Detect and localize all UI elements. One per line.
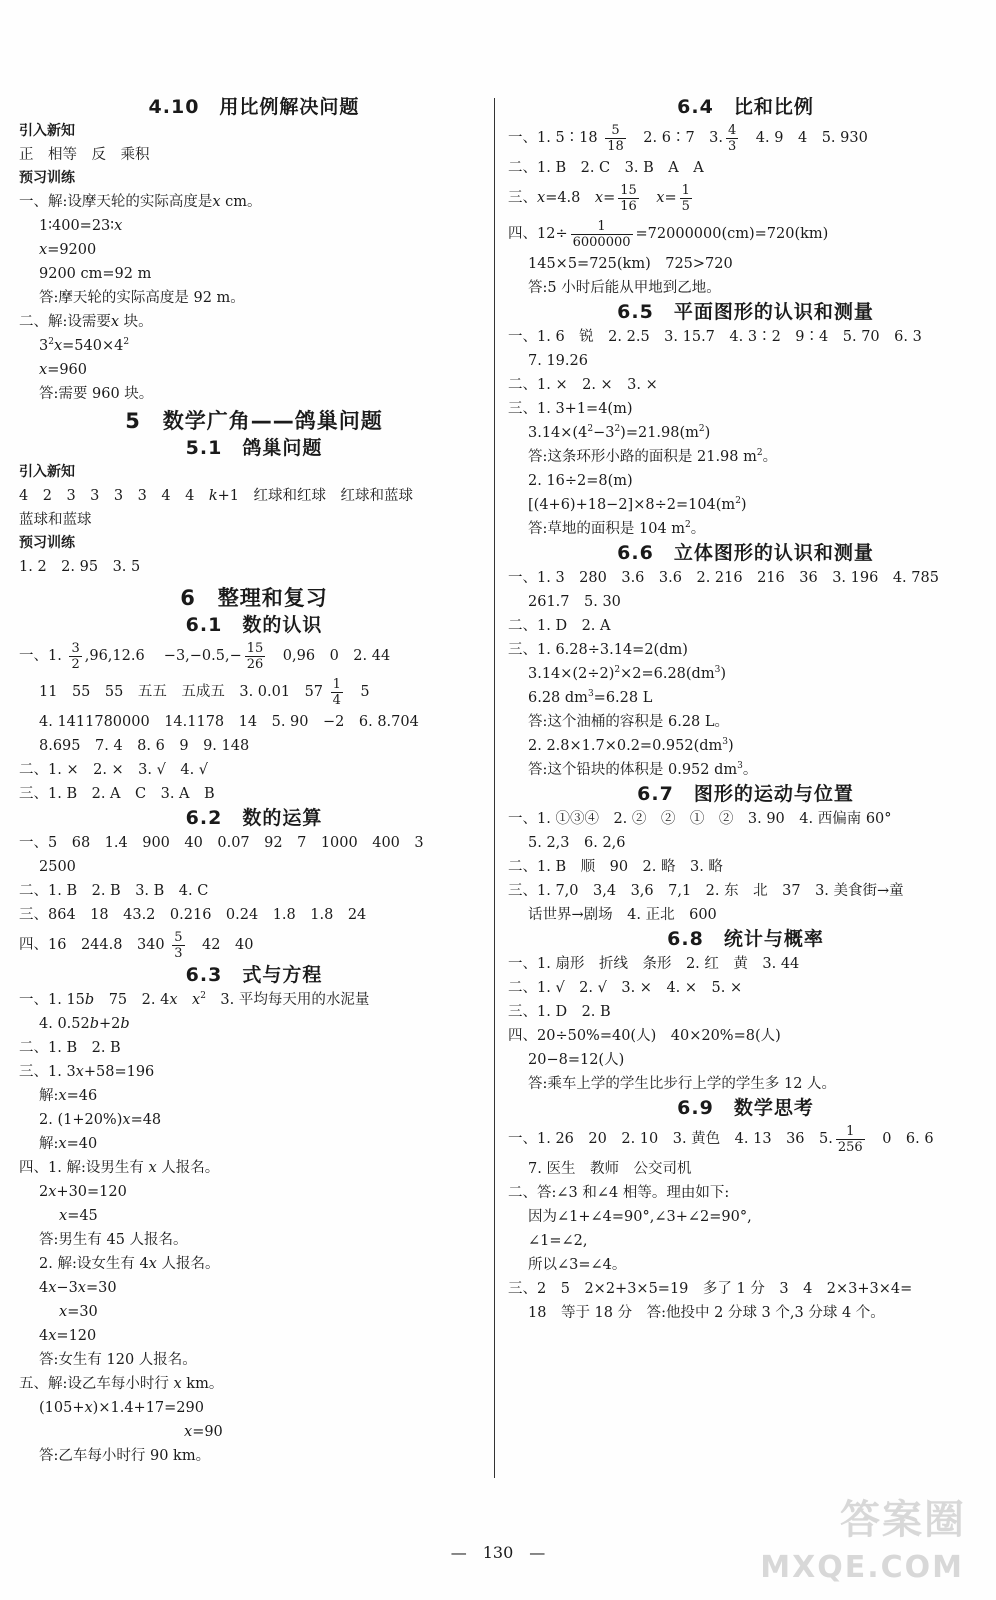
answer-line: 4. 1411780000 14.1178 14 5. 90 −2 6. 8.704 — [39, 714, 419, 730]
subheading-yuxi: 预习训练 — [19, 170, 75, 186]
answer-line: $[(4+6)+18-2]\times 8\div 2=104(m^2)$ — [528, 496, 747, 513]
answer-line: 蓝球和蓝球 — [19, 512, 92, 528]
answer-line: ∠1=∠2, — [528, 1233, 588, 1249]
answer-line: 解:x=46 — [39, 1088, 98, 1104]
answer-line: x=960 — [39, 362, 88, 378]
answer-line: 因为∠1+∠4=90°,∠3+∠2=90°, — [528, 1209, 752, 1225]
answer-line: 2. 解:设女生有 4x 人报名。 — [39, 1256, 220, 1272]
answer-line: 一、1. 15b 75 2. 4x $x^2$ 3. 平均每天用的水泥量 — [19, 991, 370, 1008]
fraction: $\frac{1}{256}$ — [837, 1123, 863, 1155]
answer-line: 话世界→剧场 4. 正北 600 — [528, 907, 717, 923]
answer-line: 三、1. 3x+58=196 — [19, 1064, 155, 1080]
chapter-title-6: 6 整理和复习 — [180, 586, 328, 610]
answer-line: 答:男生有 45 人报名。 — [39, 1232, 188, 1248]
answer-line: 四、12÷ $\frac{1}{6000000}$ =72000000(cm)=720(km) — [508, 218, 829, 250]
answer-line: 2500 — [39, 859, 76, 875]
answer-line: 三、1. D 2. B — [508, 1004, 611, 1020]
left-column — [19, 95, 489, 1468]
fraction: $\frac{3}{2}$ — [71, 640, 80, 672]
answer-line: 11 55 55 五五 五成五 3. 0.01 57 $\frac{1}{4}$ 5 — [39, 676, 370, 708]
answer-line: x=30 — [59, 1304, 98, 1320]
answer-line: 8.695 7. 4 8. 6 9 9. 148 — [39, 738, 250, 754]
answer-line: 一、1. 扇形 折线 条形 2. 红 黄 3. 44 — [508, 956, 800, 972]
answer-line: 答:乘车上学的学生比步行上学的学生多 12 人。 — [528, 1076, 837, 1092]
answer-line: 5. 2,3 6. 2,6 — [528, 835, 626, 851]
answer-line: (105+x)×1.4+17=290 — [39, 1400, 204, 1416]
answer-line: 1. 2 2. 95 3. 5 — [19, 559, 141, 575]
answer-line: 四、16 244.8 340 $\frac{5}{3}$ 42 40 — [19, 929, 254, 961]
answer-line: 答:这个油桶的容积是 6.28 L。 — [528, 714, 730, 730]
answer-line: 二、1. D 2. A — [508, 618, 611, 634]
section-title-6-8: 6.8 统计与概率 — [667, 928, 824, 950]
answer-line: x=45 — [59, 1208, 98, 1224]
answer-line: 一、1. 26 20 2. 10 3. 黄色 4. 13 36 5. $\frac{1}{256}$ 0 6. 6 — [508, 1123, 934, 1155]
answer-line: 答:摩天轮的实际高度是 92 m。 — [39, 290, 245, 306]
section-title-6-1: 6.1 数的认识 — [185, 614, 323, 636]
answer-line: 一、解:设摩天轮的实际高度是x cm。 — [19, 194, 262, 210]
fraction: $\frac{15}{16}$ — [620, 182, 637, 214]
section-title-6-3: 6.3 式与方程 — [185, 964, 323, 986]
answer-line: 所以∠3=∠4。 — [528, 1257, 627, 1273]
fraction: $\frac{1}{6000000}$ — [572, 218, 631, 250]
fraction: $\frac{1}{4}$ — [332, 676, 341, 708]
section-title-4-10: 4.10 用比例解决问题 — [148, 96, 360, 118]
answer-line: 一、1. ①③④ 2. ② ② ① ② 3. 90 4. 西偏南 60° — [508, 811, 892, 827]
answer-line: 四、20÷50%=40(人) 40×20%=8(人) — [508, 1028, 781, 1044]
answer-line: 4x−3x=30 — [39, 1280, 117, 1296]
section-title-6-9: 6.9 数学思考 — [677, 1097, 814, 1119]
fraction: $\frac{5}{18}$ — [607, 122, 624, 154]
answer-line: 二、1. × 2. × 3. × — [508, 377, 658, 393]
chapter-title-5: 5 数学广角——鸽巢问题 — [125, 409, 383, 433]
answer-line: 一、1. 5∶18 $\frac{5}{18}$ 2. 6∶7 3. $\frac{4}{3}$ 4. 9 4 5. 930 — [508, 122, 868, 154]
answer-line: 2. 16÷2=8(m) — [528, 473, 633, 489]
right-column — [508, 95, 983, 1325]
page-footer: — 130 — — [450, 1543, 546, 1562]
answer-line: 答:这个铅块的体积是 0.952 $dm^3$。 — [528, 761, 758, 778]
answer-line: 四、1. 解:设男生有 x 人报名。 — [19, 1160, 220, 1176]
answer-line: 一、5 68 1.4 900 40 0.07 92 7 1000 400 3 — [19, 835, 424, 851]
answer-line: 二、1. B 2. B — [19, 1040, 121, 1056]
answer-line: 2x+30=120 — [39, 1184, 127, 1200]
answer-line: 三、1. 3+1=4(m) — [508, 401, 633, 417]
answer-line: 答:需要 960 块。 — [39, 386, 154, 402]
answer-line: x=9200 — [39, 242, 97, 258]
answer-line: 7. 19.26 — [528, 353, 588, 369]
answer-line: 答:乙车每小时行 90 km。 — [39, 1448, 211, 1464]
section-title-6-7: 6.7 图形的运动与位置 — [637, 783, 854, 805]
answer-line: 4. 0.52b+2b — [39, 1016, 130, 1032]
answer-line: $3.14\times(2\div 2)^2\times 2=6.28(dm^3)$ — [528, 665, 726, 682]
answer-line: 二、1. √ 2. √ 3. × 4. × 5. × — [508, 980, 743, 996]
answer-line: 三、864 18 43.2 0.216 0.24 1.8 1.8 24 — [19, 907, 367, 923]
fraction: $\frac{1}{5}$ — [681, 182, 690, 214]
section-title-6-4: 6.4 比和比例 — [677, 96, 814, 118]
fraction: $\frac{5}{3}$ — [174, 929, 183, 961]
answer-line: 261.7 5. 30 — [528, 594, 621, 610]
answer-line: 4 2 3 3 3 3 4 4 k+1 红球和红球 红球和蓝球 — [19, 488, 413, 504]
answer-line: 正 相等 反 乘积 — [19, 147, 150, 163]
fraction: $\frac{4}{3}$ — [728, 122, 737, 154]
section-title-6-5: 6.5 平面图形的认识和测量 — [617, 301, 874, 323]
answer-line: 一、1. 3 280 3.6 3.6 2. 216 216 36 3. 196 4. 785 — [508, 570, 939, 586]
watermark-logo: 答案圈 — [840, 1497, 966, 1543]
answer-line: 4x=120 — [39, 1328, 97, 1344]
answer-line: 三、1. 7,0 3,4 3,6 7,1 2. 东 北 37 3. 美食街→童 — [508, 883, 904, 899]
answer-line: 二、1. B 顺 90 2. 略 3. 略 — [508, 859, 723, 875]
answer-line: 2. (1+20%)x=48 — [39, 1112, 162, 1128]
answer-line: 二、1. B 2. B 3. B 4. C — [19, 883, 209, 899]
answer-line: 二、答:∠3 和∠4 相等。理由如下: — [508, 1185, 730, 1201]
answer-line: x=90 — [184, 1424, 223, 1440]
answer-line: 9200 cm=92 m — [39, 266, 152, 282]
section-title-6-2: 6.2 数的运算 — [185, 807, 323, 829]
answer-line: 答:5 小时后能从甲地到乙地。 — [528, 280, 721, 296]
answer-line: 五、解:设乙车每小时行 x km。 — [19, 1376, 224, 1392]
subheading-yinru: 引入新知 — [19, 464, 75, 480]
answer-line: 一、1. $\frac{3}{2}$ ,96,12.6 −3,−0.5,− $\frac{15}{26}$ 0,96 0 2. 44 — [19, 640, 391, 672]
answer-line: 二、1. B 2. C 3. B A A — [508, 160, 704, 176]
subheading-yinru: 引入新知 — [19, 123, 75, 139]
answer-line: 2. $2.8\times 1.7\times 0.2=0.952(dm^3)$ — [528, 737, 734, 754]
answer-line: 三、1. 6.28÷3.14=2(dm) — [508, 642, 688, 658]
answer-line: 一、1. 6 锐 2. 2.5 3. 15.7 4. 3∶2 9∶4 5. 70 6. 3 — [508, 329, 922, 345]
answer-line: 三、x=4.8 x= $\frac{15}{16}$ x= $\frac{1}{5}$ — [508, 182, 690, 214]
section-title-6-6: 6.6 立体图形的认识和测量 — [617, 542, 874, 564]
watermark-url: MXQE.COM — [760, 1550, 964, 1585]
answer-line: 7. 医生 教师 公交司机 — [528, 1161, 692, 1177]
answer-line: 1∶400=23∶x — [39, 218, 123, 234]
answer-line: 三、2 5 2×2+3×5=19 多了 1 分 3 4 2×3+3×4= — [508, 1281, 913, 1297]
answer-line: $3.14\times(4^2-3^2)=21.98(m^2)$ — [528, 424, 711, 441]
answer-line: 145×5=725(km) 725>720 — [528, 256, 733, 272]
answer-line: 二、1. × 2. × 3. √ 4. √ — [19, 762, 209, 778]
fraction: $\frac{15}{26}$ — [246, 640, 264, 672]
section-title-5-1: 5.1 鸽巢问题 — [185, 437, 323, 459]
answer-line: 答:女生有 120 人报名。 — [39, 1352, 197, 1368]
answer-line: 20−8=12(人) — [528, 1052, 625, 1068]
column-divider — [494, 98, 495, 1478]
answer-line: 6.28 $dm^3=6.28$ L — [528, 689, 653, 706]
page-number: 130 — [482, 1543, 514, 1562]
answer-line: 18 等于 18 分 答:他投中 2 分球 3 个,3 分球 4 个。 — [528, 1305, 885, 1321]
answer-line: 三、1. B 2. A C 3. A B — [19, 786, 215, 802]
answer-line: 二、解:设需要x 块。 — [19, 314, 153, 330]
subheading-yuxi: 预习训练 — [19, 535, 75, 551]
answer-line: 答:草地的面积是 104 $m^2$。 — [528, 520, 706, 537]
answer-line: 解:x=40 — [39, 1136, 98, 1152]
answer-line: $3^2x=540\times 4^2$ — [39, 337, 130, 354]
answer-line: 答:这条环形小路的面积是 21.98 $m^2$。 — [528, 448, 778, 465]
